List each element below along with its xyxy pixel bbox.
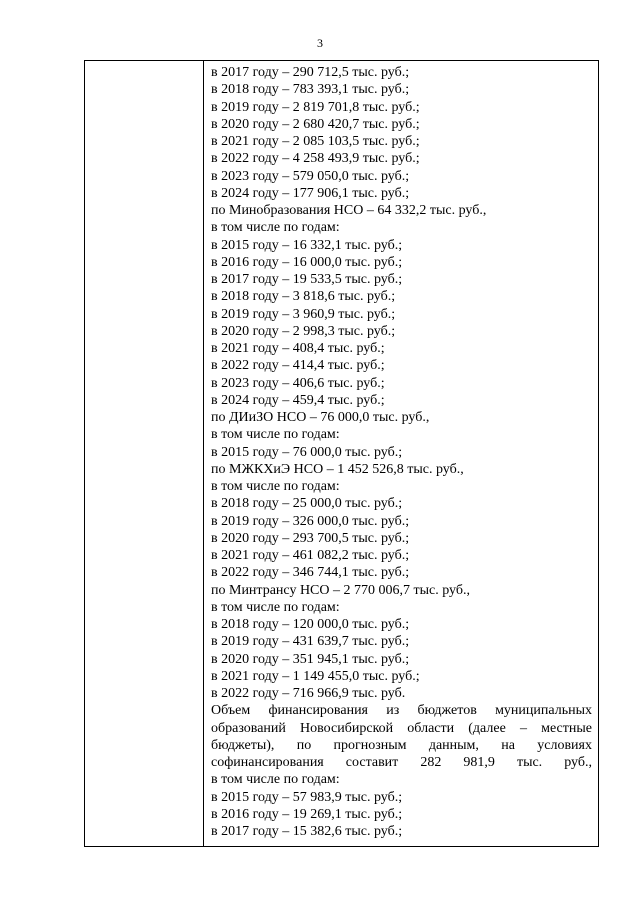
financing-line: в 2018 году – 3 818,6 тыс. руб.; [211,289,396,305]
financing-text [204,61,598,840]
financing-lines-after [211,771,592,840]
financing-line: в 2021 году – 461 082,2 тыс. руб.; [211,548,410,563]
financing-line: в 2015 году – 16 332,1 тыс. руб.; [211,237,403,253]
financing-line: в 2021 году – 408,4 тыс. руб.; [211,341,385,356]
financing-line: в 2024 году – 459,4 тыс. руб.; [211,392,385,408]
financing-line: в 2019 году – 431 639,7 тыс. руб.; [211,634,410,650]
financing-line: в том числе по годам: [211,220,340,236]
financing-line: в 2020 году – 351 945,1 тыс. руб.; [211,651,410,667]
financing-line: по МЖКХиЭ НСО – 1 452 526,8 тыс. руб., [211,461,464,477]
financing-line: в 2022 году – 346 744,1 тыс. руб.; [211,565,410,581]
document-table [84,60,599,847]
financing-line: в том числе по годам: [211,427,340,443]
financing-line: в 2018 году – 120 000,0 тыс. руб.; [211,617,410,632]
financing-line: в 2023 году – 406,6 тыс. руб.; [211,375,385,391]
table-row [85,61,599,847]
financing-line: в 2015 году – 57 983,9 тыс. руб.; [211,789,403,805]
financing-line: в 2018 году – 783 393,1 тыс. руб.; [211,82,410,98]
financing-line: в 2016 году – 16 000,0 тыс. руб.; [211,254,403,270]
page-number: 3 [317,36,323,50]
financing-line: по Минобразования НСО – 64 332,2 тыс. руб., [211,203,487,218]
financing-line: в 2016 году – 19 269,1 тыс. руб.; [211,806,403,822]
financing-line: по ДИиЗО НСО – 76 000,0 тыс. руб., [211,410,430,425]
financing-line: в 2020 году – 2 998,3 тыс. руб.; [211,323,396,339]
financing-line: в том числе по годам: [211,479,340,494]
financing-line: по Минтрансу НСО – 2 770 006,7 тыс. руб., [211,582,470,598]
financing-line: в 2022 году – 414,4 тыс. руб.; [211,358,385,374]
financing-line: в 2021 году – 2 085 103,5 тыс. руб.; [211,134,420,149]
financing-line: в 2020 году – 293 700,5 тыс. руб.; [211,530,410,546]
financing-line: в 2015 году – 76 000,0 тыс. руб.; [211,444,403,460]
financing-line: в 2019 году – 2 819 701,8 тыс. руб.; [211,99,420,115]
financing-line: в 2021 году – 1 149 455,0 тыс. руб.; [211,668,420,684]
financing-line: в том числе по годам: [211,772,340,788]
financing-line: в 2024 году – 177 906,1 тыс. руб.; [211,185,410,201]
financing-line: в том числе по годам: [211,599,340,615]
local-budget-paragraph: Объем финансирования из бюджетов муниципальных образований Новосибирской области (далее – местные бюджеты), по прогнозным данным, на условиях софинансирования составит 282 981,9 тыс. руб., [211,703,592,770]
financing-line: в 2017 году – 19 533,5 тыс. руб.; [211,272,403,287]
financing-line: в 2022 году – 716 966,9 тыс. руб. [211,686,406,701]
financing-lines-before [211,64,592,702]
table-cell-right [204,61,599,847]
financing-line: в 2019 году – 326 000,0 тыс. руб.; [211,513,410,529]
financing-line: в 2017 году – 15 382,6 тыс. руб.; [211,824,403,839]
financing-line: в 2019 году – 3 960,9 тыс. руб.; [211,306,396,322]
financing-line: в 2020 году – 2 680 420,7 тыс. руб.; [211,116,420,132]
financing-line: в 2022 году – 4 258 493,9 тыс. руб.; [211,151,420,167]
financing-line: в 2023 году – 579 050,0 тыс. руб.; [211,168,410,184]
financing-line: в 2017 году – 290 712,5 тыс. руб.; [211,65,410,80]
table-cell-left [85,61,204,847]
financing-line: в 2018 году – 25 000,0 тыс. руб.; [211,496,403,512]
